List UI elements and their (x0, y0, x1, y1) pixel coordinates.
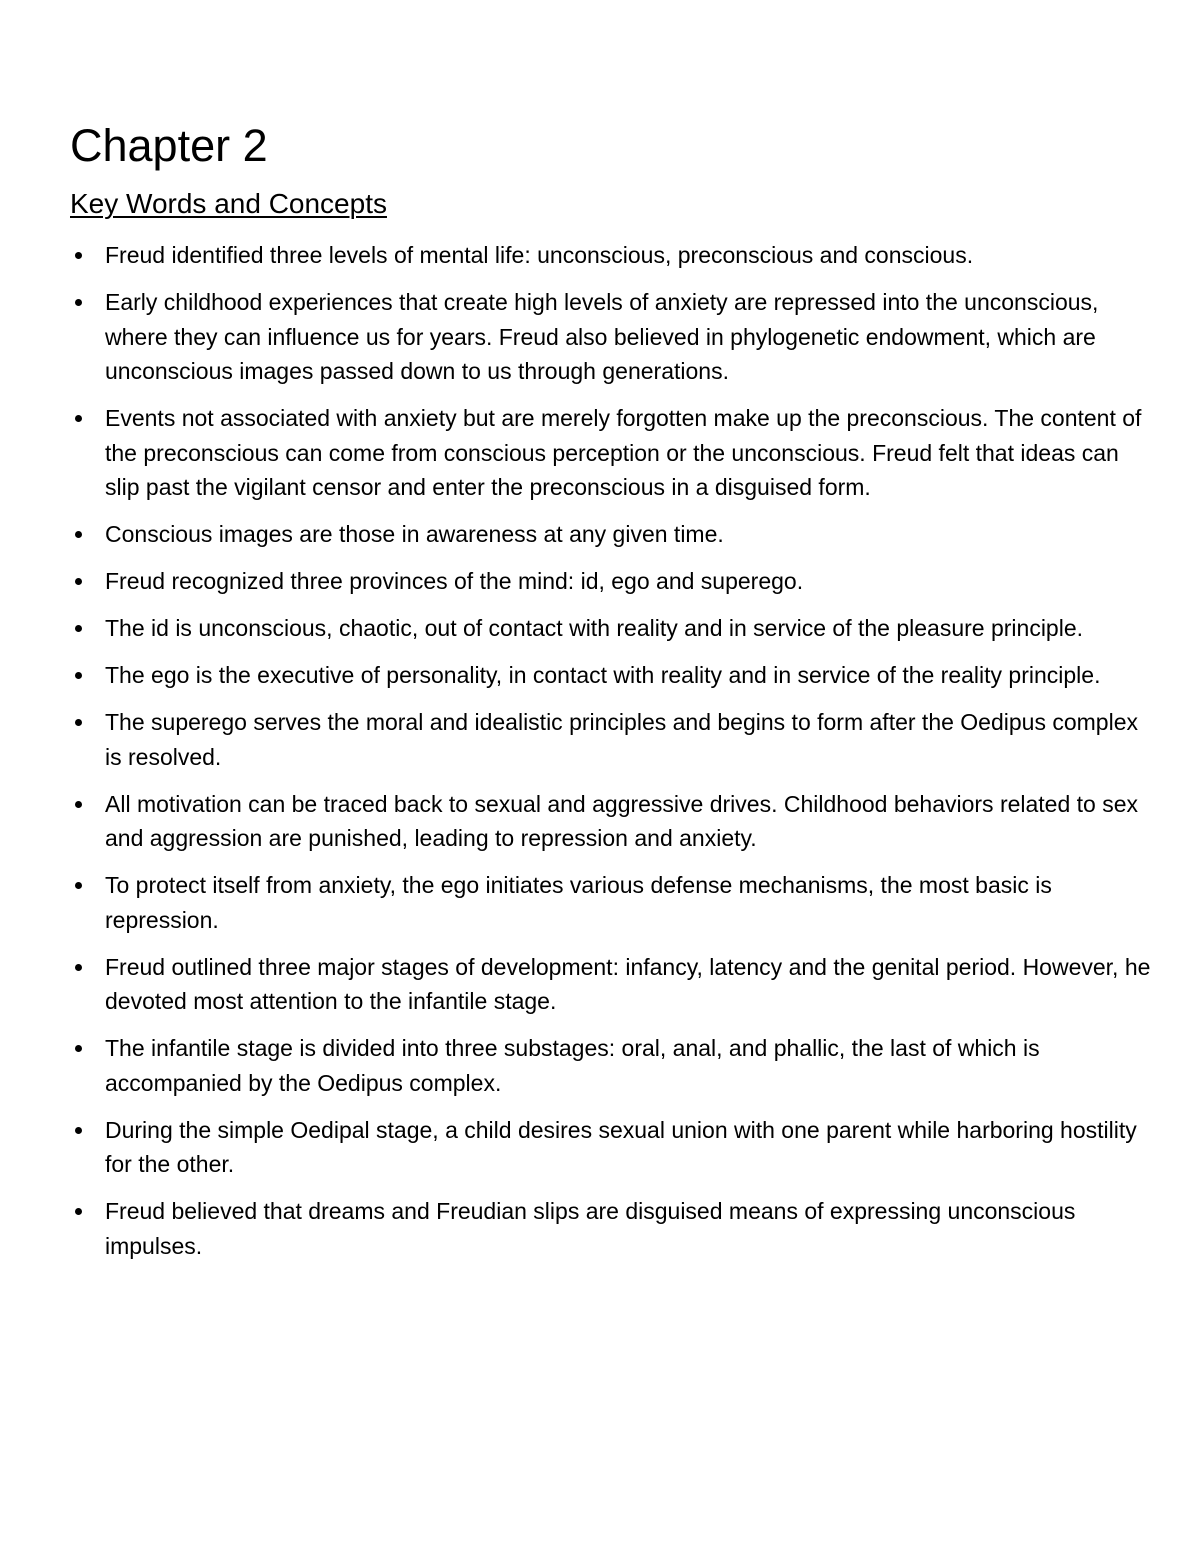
list-item-text: Freud recognized three provinces of the mind: id, ego and superego. (105, 568, 804, 594)
list-item (105, 705, 1155, 774)
list-item-text: The infantile stage is divided into three substages: oral, anal, and phallic, the last of which is accompanied by the Oedipus complex. (105, 1035, 1040, 1096)
list-item-text: The ego is the executive of personality, in contact with reality and in service of the reality principle. (105, 662, 1101, 688)
list-item (105, 868, 1155, 937)
list-item (105, 787, 1155, 856)
bullet-dot-icon (75, 801, 82, 808)
list-item (105, 401, 1155, 505)
bullet-dot-icon (75, 625, 82, 632)
list-item (105, 238, 1155, 273)
list-item-text: To protect itself from anxiety, the ego initiates various defense mechanisms, the most basic is repression. (105, 872, 1052, 933)
bullet-dot-icon (75, 415, 82, 422)
bullet-dot-icon (75, 719, 82, 726)
bullet-dot-icon (75, 672, 82, 679)
list-item-text: The superego serves the moral and idealistic principles and begins to form after the Oedipus complex is resolved. (105, 709, 1138, 770)
list-item (105, 950, 1155, 1019)
bullet-dot-icon (75, 882, 82, 889)
list-item (105, 1031, 1155, 1100)
list-item-text: All motivation can be traced back to sexual and aggressive drives. Childhood behaviors related to sex and aggression are punished, leading to repression and anxiety. (105, 790, 1139, 851)
list-item-text: Freud outlined three major stages of development: infancy, latency and the genital period. However, he devoted most attention to the infantile stage. (105, 953, 1151, 1014)
list-item-text: Conscious images are those in awareness at any given time. (105, 521, 724, 547)
list-item (105, 611, 1155, 646)
list-item (105, 1194, 1155, 1263)
bullet-dot-icon (75, 578, 82, 585)
list-item (105, 285, 1155, 389)
bullet-dot-icon (75, 1127, 82, 1134)
bullet-dot-icon (75, 1208, 82, 1215)
list-item-text: The id is unconscious, chaotic, out of contact with reality and in service of the pleasure principle. (105, 615, 1084, 641)
concepts-list (105, 238, 1155, 1276)
list-item (105, 658, 1155, 693)
list-item-text: Early childhood experiences that create high levels of anxiety are repressed into the unconscious, where they can influence us for years. Freud also believed in phylogenetic endowment, which are unconscious images passed down to us through generations. (105, 289, 1099, 384)
section-heading: Key Words and Concepts (70, 188, 387, 219)
bullet-dot-icon (75, 531, 82, 538)
list-item-text: Events not associated with anxiety but are merely forgotten make up the preconscious. The content of the preconscious can come from conscious perception or the unconscious. Freud felt that ideas can slip past the vigilant censor and enter the preconscious in a disguised form. (105, 405, 1142, 500)
bullet-dot-icon (75, 964, 82, 971)
page-title: Chapter 2 (70, 120, 268, 171)
list-item-text: During the simple Oedipal stage, a child desires sexual union with one parent while harboring hostility for the other. (105, 1116, 1137, 1177)
list-item-text: Freud identified three levels of mental life: unconscious, preconscious and conscious. (105, 242, 974, 268)
bullet-dot-icon (75, 299, 82, 306)
list-item (105, 564, 1155, 599)
bullet-dot-icon (75, 1045, 82, 1052)
list-item (105, 517, 1155, 552)
list-item (105, 1113, 1155, 1182)
bullet-dot-icon (75, 252, 82, 259)
list-item-text: Freud believed that dreams and Freudian slips are disguised means of expressing unconscious impulses. (105, 1198, 1076, 1259)
